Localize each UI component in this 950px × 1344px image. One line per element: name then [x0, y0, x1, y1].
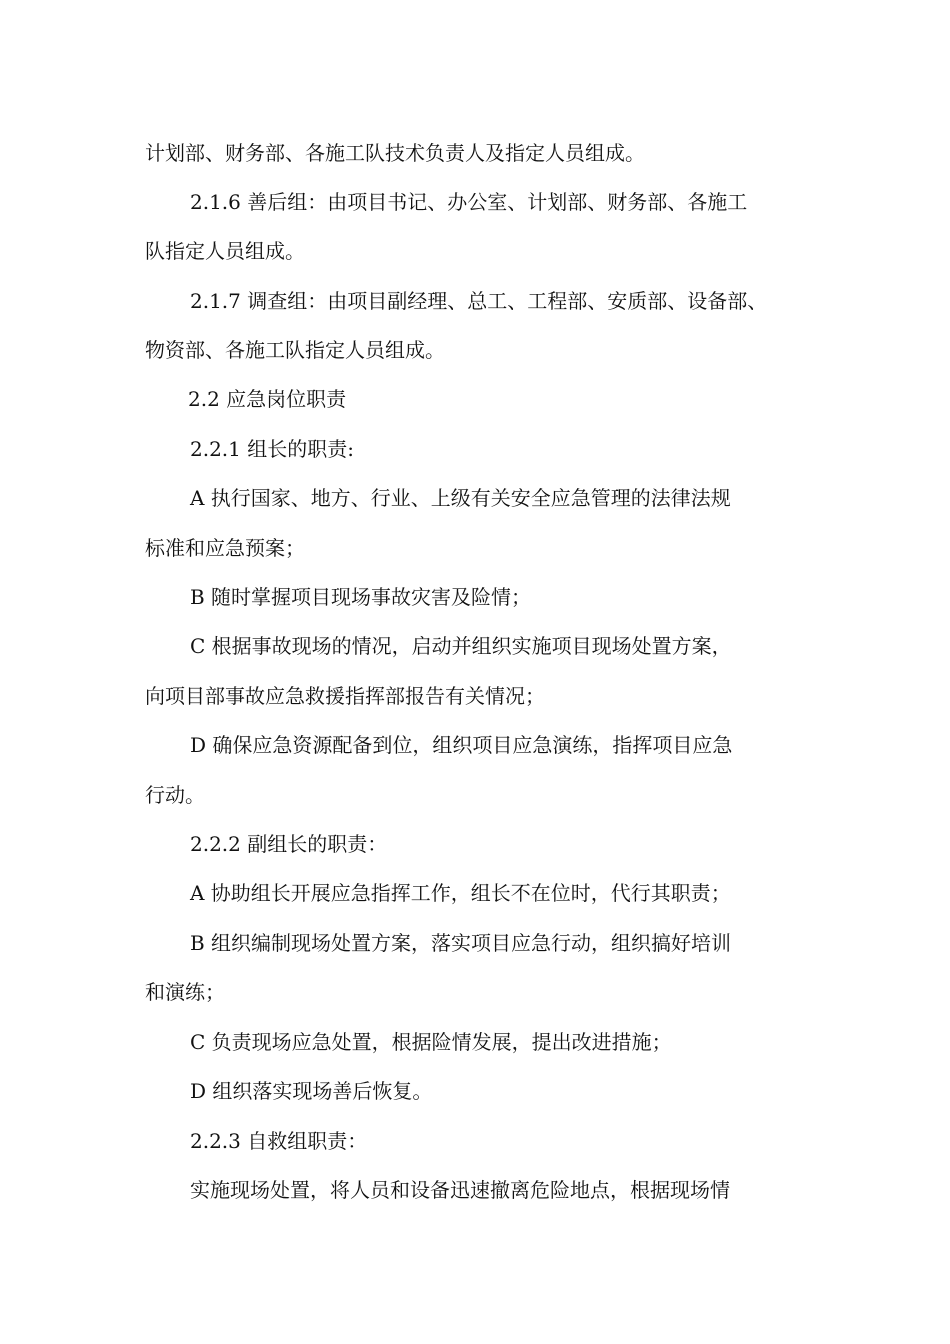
text-line: B 组织编制现场处置方案，落实项目应急行动，组织搞好培训: [190, 931, 732, 955]
text-line: A 执行国家、地方、行业、上级有关安全应急管理的法律法规: [190, 486, 731, 510]
text-line: 物资部、各施工队指定人员组成。: [145, 338, 445, 362]
text-line: 2.1.6 善后组：由项目书记、办公室、计划部、财务部、各施工: [190, 190, 748, 214]
section-heading: 2.2 应急岗位职责: [188, 387, 347, 411]
subsection-heading: 2.2.1 组长的职责:: [190, 437, 354, 461]
text-line: 计划部、财务部、各施工队技术负责人及指定人员组成。: [145, 141, 645, 165]
subsection-heading: 2.2.2 副组长的职责：: [190, 832, 388, 856]
text-line: D 组织落实现场善后恢复。: [190, 1079, 433, 1103]
subsection-heading: 2.2.3 自救组职责：: [190, 1129, 368, 1153]
text-line: B 随时掌握项目现场事故灾害及险情；: [190, 585, 532, 609]
text-line: 实施现场处置，将人员和设备迅速撤离危险地点，根据现场情: [190, 1178, 730, 1202]
text-line: A 协助组长开展应急指挥工作，组长不在位时，代行其职责；: [190, 881, 731, 905]
text-line: 2.1.7 调查组：由项目副经理、总工、工程部、安质部、设备部、: [190, 289, 768, 313]
text-line: 向项目部事故应急救援指挥部报告有关情况；: [145, 684, 545, 708]
text-line: 行动。: [145, 783, 205, 807]
text-line: 队指定人员组成。: [145, 239, 305, 263]
text-line: C 根据事故现场的情况，启动并组织实施项目现场处置方案，: [190, 634, 732, 658]
text-line: D 确保应急资源配备到位，组织项目应急演练，指挥项目应急: [190, 733, 733, 757]
text-line: C 负责现场应急处置，根据险情发展，提出改进措施；: [190, 1030, 672, 1054]
text-line: 标准和应急预案；: [145, 536, 305, 560]
text-line: 和演练；: [145, 980, 225, 1004]
